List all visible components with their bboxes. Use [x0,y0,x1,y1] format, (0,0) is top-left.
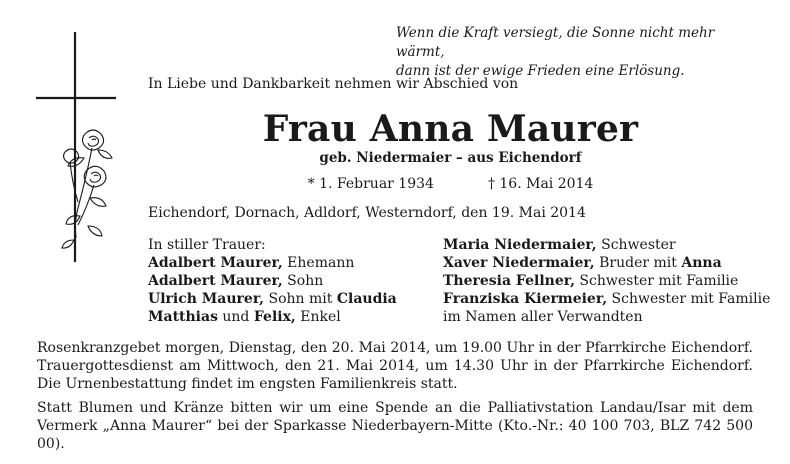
mourner-line: im Namen aller Verwandten [443,309,643,325]
mourner-line: In stiller Trauer: [148,237,266,253]
mourner-line: Adalbert Maurer, Ehemann [148,255,355,271]
life-dates [148,176,753,192]
mourner-line: Matthias und Felix, Enkel [148,309,341,325]
quote [396,24,766,81]
birth-info: geb. Niedermaier – aus Eichendorf [319,150,582,166]
services-line: Rosenkranzgebet morgen, Dienstag, den 20. Mai 2014, um 19.00 Uhr in der Pfarrkirche Eichendorf. [37,340,753,356]
cross-with-roses-icon [30,30,120,280]
deceased-name: Frau Anna Maurer [262,108,639,150]
donation-line: Statt Blumen und Kränze bitten wir um eine Spende an die Palliativstation Landau/Isar mit dem [37,400,753,416]
mourner-line: Adalbert Maurer, Sohn [148,273,324,289]
quote-line-1: Wenn die Kraft versiegt, die Sonne nicht mehr wärmt, [396,25,715,60]
intro-text: In Liebe und Dankbarkeit nehmen wir Abschied von [148,76,519,92]
death-date: † 16. Mai 2014 [487,176,594,192]
services-paragraph [37,339,753,393]
mourner-line: Theresia Fellner, Schwester mit Familie [443,273,739,289]
services-line: Die Urnenbestattung findet im engsten Familienkreis statt. [37,376,458,392]
mourner-line: Xaver Niedermaier, Bruder mit Anna [443,255,722,271]
mourner-line: Franziska Kiermeier, Schwester mit Familie [443,291,771,307]
donation-line: Vermerk „Anna Maurer“ bei der Sparkasse Niederbayern-Mitte (Kto.-Nr.: 40 100 703, BLZ 742 500 00). [37,418,753,452]
donation-paragraph [37,399,753,453]
mourner-line: Ulrich Maurer, Sohn mit Claudia [148,291,397,307]
mourner-line: Maria Niedermaier, Schwester [443,237,676,253]
services-line: Trauergottesdienst am Mittwoch, den 21. Mai 2014, um 14.30 Uhr in der Pfarrkirche Eichendorf. [37,358,753,374]
mourners-left [148,236,397,326]
places-and-date: Eichendorf, Dornach, Adldorf, Westerndorf, den 19. Mai 2014 [148,205,586,221]
quote-line-2: dann ist der ewige Frieden eine Erlösung. [396,63,685,79]
birth-date: * 1. Februar 1934 [307,176,434,192]
mourners-right [443,236,770,326]
